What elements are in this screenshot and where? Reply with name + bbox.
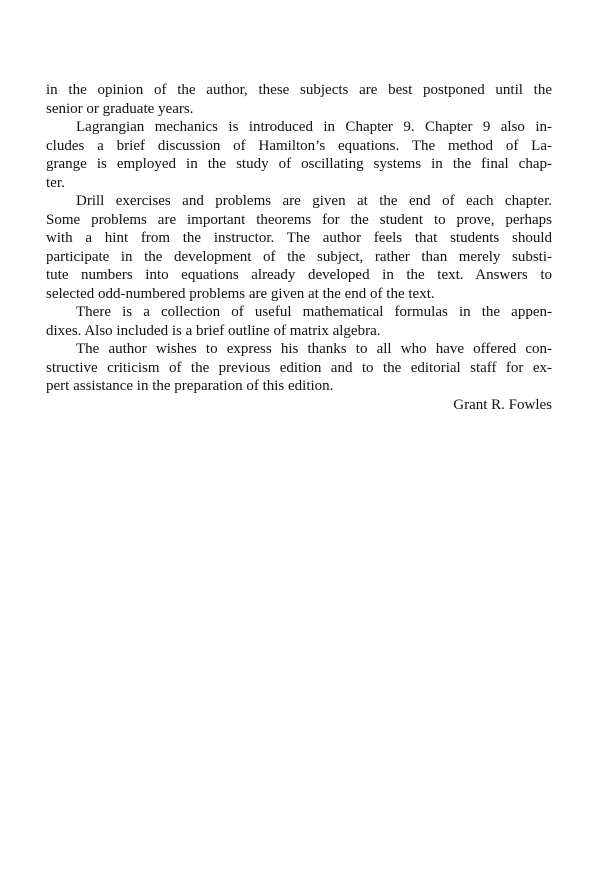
text-line: selected odd-numbered problems are given at the end of the text. [46,285,435,302]
text-line: Some problems are important theorems for the student to prove, perhaps [46,211,552,228]
text-line: There is a collection of useful mathematical formulas in the appen- [76,304,552,320]
preface-page [46,81,552,414]
paragraph-lagrangian [46,118,552,192]
paragraph-formulas [46,303,552,340]
text-line: pert assistance in the preparation of this edition. [46,378,334,394]
text-line: with a hint from the instructor. The author feels that students should [46,230,552,246]
paragraph-exercises [46,192,552,303]
text-line: grange is employed in the study of oscillating systems in the final chap- [46,156,552,172]
text-line: ter. [46,174,65,191]
text-line: structive criticism of the previous edition and to the editorial staff for ex- [46,359,552,376]
paragraph-continuation [46,81,552,118]
text-line: cludes a brief discussion of Hamilton’s equations. The method of La- [46,137,552,154]
paragraph-acknowledgments [46,340,552,396]
text-line: senior or graduate years. [46,100,194,117]
text-line: Drill exercises and problems are given at the end of each chapter. [76,193,552,209]
text-line: dixes. Also included is a brief outline of matrix algebra. [46,322,381,339]
text-line: participate in the development of the subject, rather than merely substi- [46,248,552,265]
text-line: tute numbers into equations already developed in the text. Answers to [46,267,552,283]
author-signature: Grant R. Fowles [453,396,552,413]
text-line: in the opinion of the author, these subjects are best postponed until the [46,82,552,98]
text-line: The author wishes to express his thanks to all who have offered con- [76,341,552,357]
text-line: Lagrangian mechanics is introduced in Chapter 9. Chapter 9 also in- [76,119,552,135]
